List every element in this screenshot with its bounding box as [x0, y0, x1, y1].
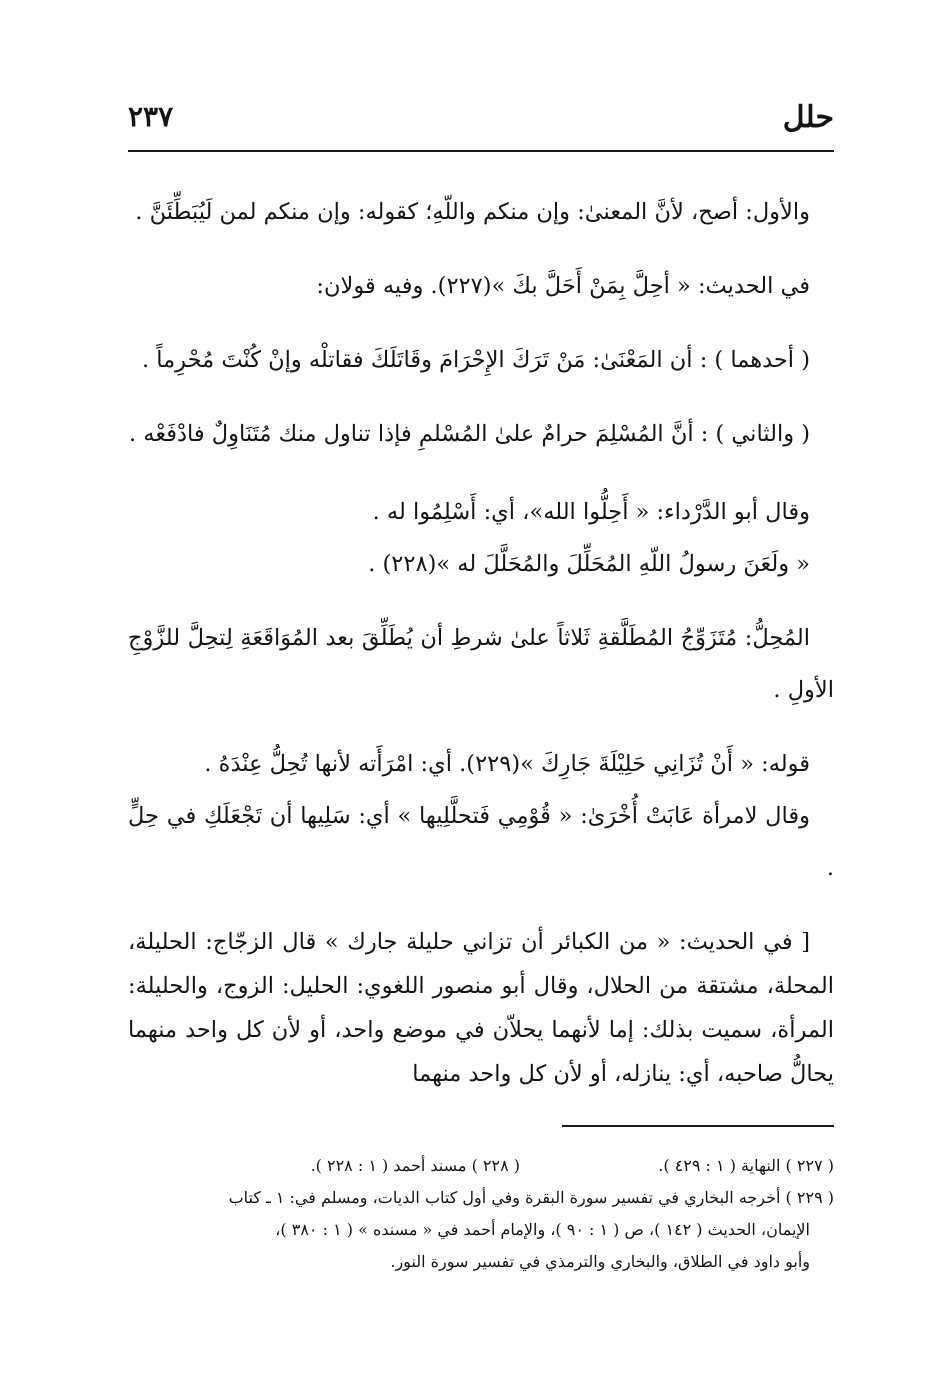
paragraph-muhallil-hadith: « ولَعَنَ رسولُ اللّهِ المُحَلِّلَ والمُحَلَّلَ له »(٢٢٨) . — [368, 551, 810, 577]
paragraph-abu-darda: وقال أبو الدَّرْداء: « أَحِلُّوا الله»، أي: أَسْلِمُوا له . — [372, 499, 810, 525]
footnote-separator — [562, 1125, 834, 1127]
footnote-228: ( ٢٢٨ ) مسند أحمد ( ١ : ٢٢٨ ). — [310, 1156, 520, 1175]
paragraph-hadith-ahilla: في الحديث: « أحِلَّ بِمَنْ أَحَلَّ بكَ »(٢٢٧). وفيه قولان: — [316, 273, 810, 299]
paragraph-halila-hadith: قوله: « أَنْ تُزَانِي حَلِيْلَةَ جَارِكَ »(٢٢٩). أي: امْرَأَته لأنها تُحِلُّ عِنْدَهُ . — [204, 751, 810, 777]
footnote-229-line-1: ( ٢٢٩ ) أخرجه البخاري في تفسير سورة البقرة وفي أول كتاب الديات، ومسلم في: ١ ـ كتاب — [228, 1188, 834, 1207]
paragraph-bracket-note: [ في الحديث: « من الكبائر أن تزاني حليلة جارك » قال الزجّاج: الحليلة، المحلة، مشتقة من الحلال، وقال أبو منصور اللغوي: الحليل: الزوج، والحليلة: المرأة، سميت بذلك: إما لأنهما يحلاّن في موضع واحد، أو لأن كل واحد منهما يحالُّ صاحبه، أي: ينازله، أو لأن كل واحد منهما — [128, 929, 834, 1087]
main-text — [128, 186, 834, 1122]
footnotes — [128, 1150, 834, 1278]
footnote-227: ( ٢٢٧ ) النهاية ( ١ : ٤٢٩ ). — [658, 1156, 834, 1175]
paragraph-tahallali: وقال لامرأة عَابَتْ أُخْرَىٰ: « قُوْمِي فَتحلَّلِيها » أي: سَلِيها أن تَجْعَلَكِ في حِلٍّ . — [128, 803, 834, 881]
paragraph-muhill-definition: المُحِلُّ: مُتَزَوِّجُ المُطَلَّقةِ ثَلاثاً علىٰ شرطِ أن يُطَلِّقَ بعد المُوَاقَعَةِ لِتحِلَّ للزَّوْجِ الأولِ . — [128, 625, 834, 703]
footnote-229-line-2: الإيمان، الحديث ( ١٤٢ )، ص ( ١ : ٩٠ )، والإمام أحمد في « مسنده » ( ١ : ٣٨٠ )، — [275, 1220, 810, 1239]
paragraph-second-view: ( والثاني ) : أنَّ المُسْلِمَ حرامٌ علىٰ المُسْلمِ فإذا تناول منك مُتَنَاوِلٌ فادْفَعْه . — [129, 421, 810, 447]
page-header — [128, 96, 834, 152]
footnote-row-227-228 — [128, 1150, 834, 1182]
paragraph-first-opinion: والأول: أصح، لأنَّ المعنىٰ: وإن منكم واللّهِ؛ كقوله: وإن منكم لمن لَيُبَطِّئَنَّ . — [135, 199, 810, 225]
header-root-word: حلل — [782, 100, 834, 135]
paragraph-first-view: ( أحدهما ) : أن المَعْنَىٰ: مَنْ تَرَكَ الإِحْرَامَ وقَاتَلَكَ فقاتلْه وإنْ كُنْتَ مُحْرِماً . — [141, 347, 810, 373]
footnote-229-line-3: وأبو داود في الطلاق، والبخاري والترمذي في تفسير سورة النور. — [390, 1252, 810, 1271]
page-number: ٢٣٧ — [128, 100, 174, 133]
footnote-229 — [128, 1182, 834, 1278]
